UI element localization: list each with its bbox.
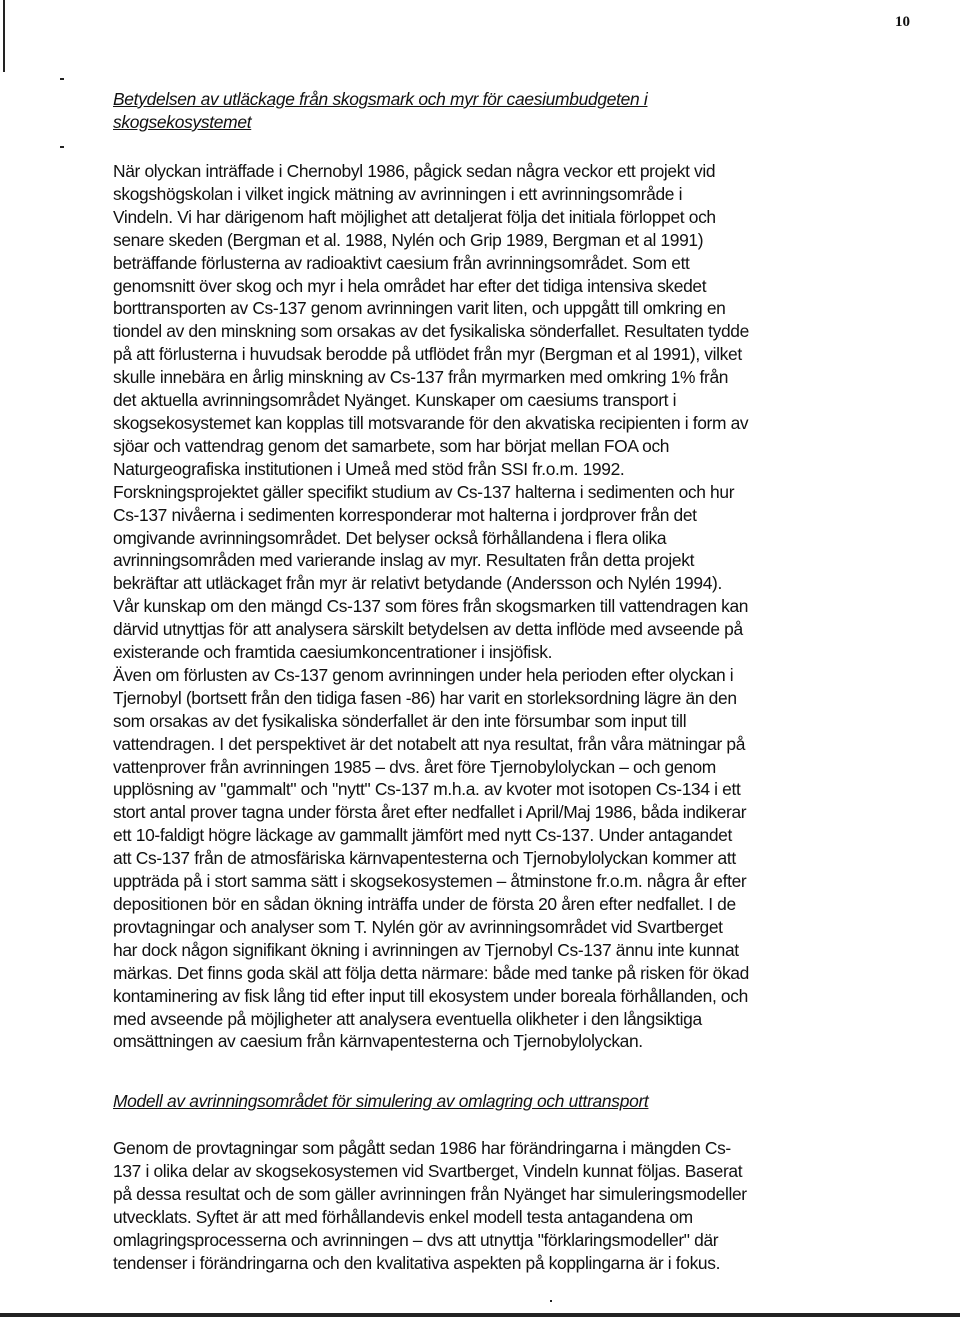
text-line: det aktuella avrinningsområdet Nyänget. Kunskaper om caesiums transport i [113, 390, 677, 411]
text-line: skogshögskolan i vilket ingick mätning av avrinningen i ett avrinningsområde i [113, 183, 683, 204]
text-line: att Cs-137 från de atmosfäriska kärnvapentesterna och Tjernobylolyckan kommer att [113, 848, 736, 869]
text-line: uppträda på i stort samma sätt i skogsekosystemen – åtminstone fr.o.m. några år efter [113, 871, 747, 892]
text-line: som orsakas av det fysikaliska sönderfallet är den inte försumbar som input till [113, 710, 687, 731]
text-line: genomsnitt över skog och myr i hela området har efter det tidiga intensiva skedet [113, 275, 707, 296]
text-line: När olyckan inträffade i Chernobyl 1986, pågick sedan några veckor ett projekt vid [113, 161, 716, 181]
bottom-border-rule [0, 1313, 960, 1317]
text-line: Tjernobyl (bortsett från den tidiga fasen -86) har varit en storleksordning lägre än den [113, 687, 737, 708]
text-line: existerande och framtida caesiumkoncentrationer i insjöfisk. [113, 642, 553, 663]
text-line: därvid utnyttjas för att analysera särskilt betydelsen av detta inflöde med avseende på [113, 619, 743, 640]
text-line: kontaminering av fisk lång tid efter input till ekosystem under boreala förhållanden, och [113, 985, 748, 1006]
text-line: Vindeln. Vi har därigenom haft möjlighet att detaljerat följa det initiala förloppet och [113, 206, 716, 227]
text-line: utvecklats. Syftet är att med förhållandevis enkel modell testa antagandena om [113, 1206, 693, 1227]
text-line: tiondel av den minskning som orsakas av det fysikaliska sönderfallet. Resultaten tydde [113, 321, 749, 342]
text-line: Cs-137 nivåerna i sedimenten korresponderar mot halterna i jordprover från det [113, 504, 697, 525]
text-line: skulle innebära en årlig minskning av Cs-137 från myrmarken med omkring 1% från [113, 367, 729, 388]
section-heading-2 [113, 1090, 873, 1113]
heading-line: Betydelsen av utläckage från skogsmark och myr för caesiumbudgeten i [113, 89, 648, 109]
heading-line: Modell av avrinningsområdet för simulering av omlagring och uttransport [113, 1091, 649, 1111]
text-line: Genom de provtagningar som pågått sedan 1986 har förändringarna i mängden Cs- [113, 1138, 731, 1158]
text-line: borttransporten av Cs-137 genom avrinningen varit liten, och uppgått till omkring en [113, 298, 726, 319]
body-paragraph-2 [113, 1137, 873, 1274]
text-line: märkas. Det finns goda skäl att följa detta närmare: både med tanke på risken för ökad [113, 962, 749, 983]
text-line: upplösning av "gammalt" och "nytt" Cs-137 m.h.a. av kvoter mot isotopen Cs-134 i ett [113, 779, 741, 800]
text-line: ett 10-faldigt högre läckage av gammallt jämfört med nytt Cs-137. Under antagandet [113, 825, 732, 846]
text-line: Vår kunskap om den mängd Cs-137 som föres från skogsmarken till vattendragen kan [113, 596, 749, 617]
text-line: provtagningar och analyser som T. Nylén gör av avrinningsområdet vid Svartberget [113, 916, 723, 937]
text-line: depositionen bör en sådan ökning inträffa under de första 20 åren efter nedfallet. I de [113, 894, 736, 914]
scan-speck [60, 78, 64, 80]
text-line: 137 i olika delar av skogsekosystemen vid Svartberget, Vindeln kunnat följas. Baserat [113, 1160, 743, 1181]
body-paragraph-1 [113, 160, 873, 1053]
section-heading-1 [113, 88, 873, 134]
scan-speck [550, 1300, 552, 1302]
text-line: vattenprover från avrinningen 1985 – dvs. året före Tjernobylolyckan – och genom [113, 756, 716, 777]
text-line: stort antal prover tagna under första året efter nedfallet i April/Maj 1986, båda indikerar [113, 802, 747, 823]
text-line: sjöar och vattendrag genom det samarbete, som har börjat mellan FOA och [113, 435, 670, 456]
text-line: omsättningen av caesium från kärnvapentesterna och Tjernobylolyckan. [113, 1031, 643, 1052]
text-line: bekräftar att utläckaget från myr är relativt betydande (Andersson och Nylén 1994). [113, 573, 722, 594]
text-line: Även om förlusten av Cs-137 genom avrinningen under hela perioden efter olyckan i [113, 664, 734, 685]
text-line: omgivande avrinningsområdet. Det belyser också förhållandena i flera olika [113, 527, 667, 548]
text-line: omlagringsprocesserna och avrinningen – dvs att utnyttja "förklaringsmodeller" där [113, 1229, 719, 1250]
text-line: senare skeden (Bergman et al. 1988, Nylén och Grip 1989, Bergman et al 1991) [113, 229, 704, 250]
text-line: tendenser i förändringarna och den kvalitativa aspekten på kopplingarna är i fokus. [113, 1252, 721, 1273]
left-margin-rule [3, 0, 5, 72]
text-line: vattendragen. I det perspektivet är det notabelt att nya resultat, från våra mätningar på [113, 733, 746, 754]
text-line: Naturgeografiska institutionen i Umeå med stöd från SSI fr.o.m. 1992. [113, 458, 625, 479]
text-line: med avseende på möjligheter att analysera eventuella olikheter i den långsiktiga [113, 1008, 702, 1029]
heading-line: skogsekosystemet [113, 111, 252, 132]
text-line: på att förlusterna i huvudsak berodde på utflödet från myr (Bergman et al 1991), vilket [113, 344, 742, 365]
text-line: har dock någon signifikant ökning i avrinningen av Tjernobyl Cs-137 ännu inte kunnat [113, 939, 739, 960]
scan-speck [60, 146, 64, 148]
text-line: avrinningsområden med varierande inslag av myr. Resultaten från detta projekt [113, 550, 695, 571]
text-line: Forskningsprojektet gäller specifikt studium av Cs-137 halterna i sedimenten och hur [113, 481, 735, 502]
page-number: 10 [895, 14, 910, 30]
text-line: beträffande förlusterna av radioaktivt caesium från avrinningsområdet. Som ett [113, 252, 690, 273]
text-line: skogsekosystemet kan kopplas till motsvarande för den akvatiska recipienten i form av [113, 412, 749, 433]
text-line: på dessa resultat och de som gäller avrinningen från Nyänget har simuleringsmodeller [113, 1183, 747, 1204]
